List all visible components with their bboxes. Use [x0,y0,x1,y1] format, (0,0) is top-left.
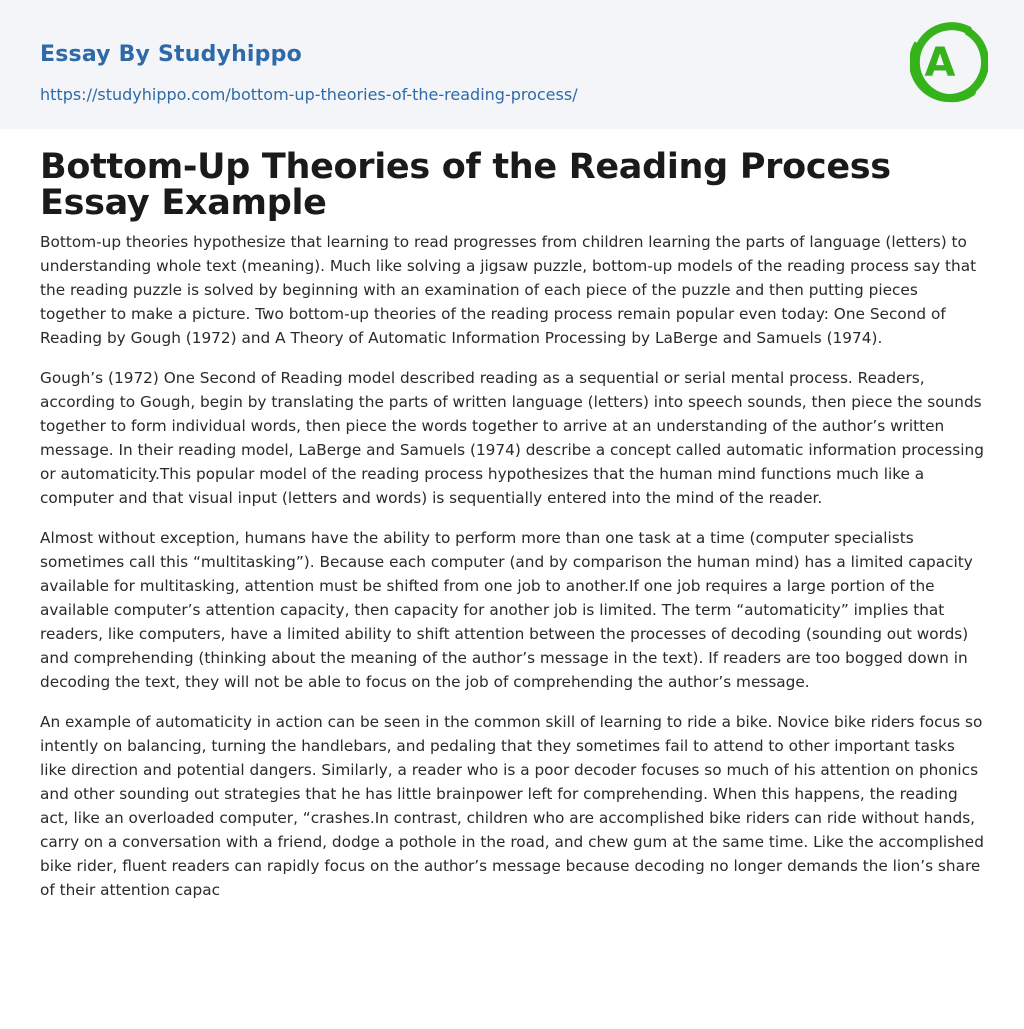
studyhippo-a-logo-icon[interactable] [910,18,988,106]
article-body [0,129,1024,902]
paragraph: An example of automaticity in action can be seen in the common skill of learning to ride a bike. Novice bike riders focus so intently on balancing, turning the handlebars, and pedaling that they sometimes fail to attend to other important tasks like direction and potential dangers. Similarly, a reader who is a poor decoder focuses so much of his attention on phonics and other sounding out strategies that he has little brainpower left for comprehending. When this happens, the reading act, like an overloaded computer, “crashes.In contrast, children who are accomplished bike riders can ride without hands, carry on a conversation with a friend, dodge a pothole in the road, and chew gum at the same time. Like the accomplished bike rider, fluent readers can rapidly focus on the author’s message because decoding no longer demands the lion’s share of their attention capac [40,713,984,899]
paragraph: Bottom-up theories hypothesize that learning to read progresses from children learning the parts of language (letters) to understanding whole text (meaning). Much like solving a jigsaw puzzle, bottom-up models of the reading process say that the reading puzzle is solved by beginning with an examination of each piece of the puzzle and then putting pieces together to make a picture. Two bottom-up theories of the reading process remain popular even today: One Second of Reading by Gough (1972) and A Theory of Automatic Information Processing by LaBerge and Samuels (1974). [40,233,977,347]
paragraph: Gough’s (1972) One Second of Reading model described reading as a sequential or serial mental process. Readers, according to Gough, begin by translating the parts of written language (letters) into speech sounds, then piece the sounds together to form individual words, then piece the words together to arrive at an understanding of the author’s written message. In their reading model, LaBerge and Samuels (1974) describe a concept called automatic information processing or automaticity.This popular model of the reading process hypothesizes that the human mind functions much like a computer and that visual input (letters and words) is sequentially entered into the mind of the reader. [40,369,984,507]
site-header [0,0,1024,129]
article-title: Bottom-Up Theories of the Reading Process Essay Example [40,147,891,223]
paragraph: Almost without exception, humans have the ability to perform more than one task at a time (computer specialists sometimes call this “multitasking”). Because each computer (and by comparison the human mind) has a limited capacity available for multitasking, attention must be shifted from one job to another.If one job requires a large portion of the available computer’s attention capacity, then capacity for another job is limited. The term “automaticity” implies that readers, like computers, have a limited ability to shift attention between the processes of decoding (sounding out words) and comprehending (thinking about the meaning of the author’s message in the text). If readers are too bogged down in decoding the text, they will not be able to focus on the job of comprehending the author’s message. [40,529,973,691]
site-brand[interactable]: Essay By Studyhippo [40,42,302,67]
logo-letter: A [924,40,956,86]
page-url-link[interactable]: https://studyhippo.com/bottom-up-theories-of-the-reading-process/ [40,85,578,104]
